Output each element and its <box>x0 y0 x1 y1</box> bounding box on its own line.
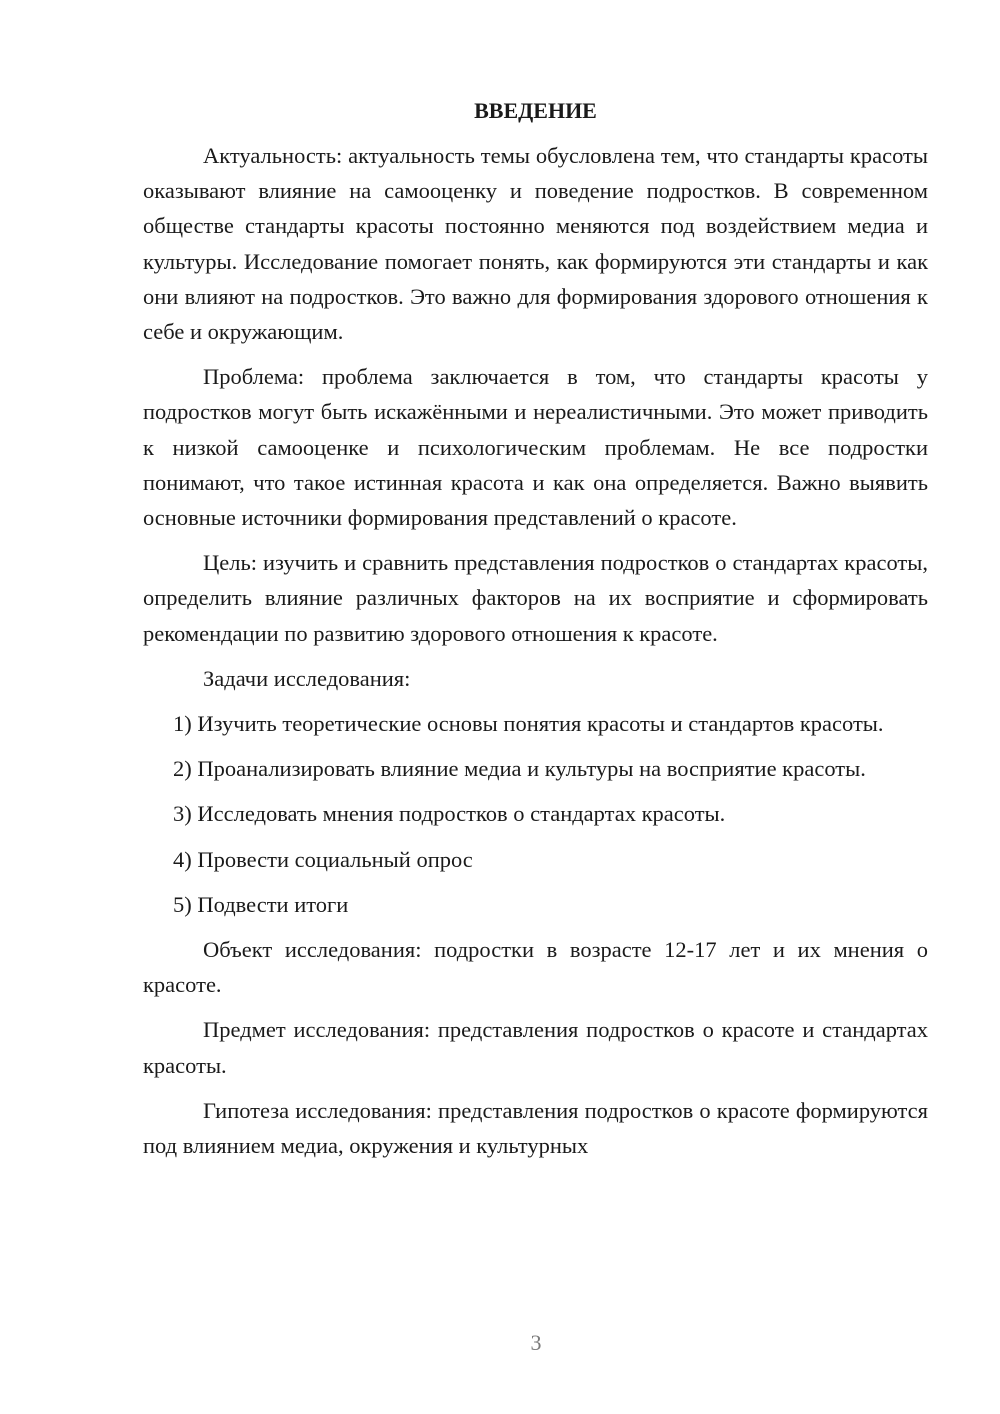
task-item: 5) Подвести итоги <box>173 891 349 917</box>
task-item: 3) Исследовать мнения подростков о стандартах красоты. <box>173 801 726 827</box>
problem-paragraph: Проблема: проблема заключается в том, что стандарты красоты у подростков могут быть искажёнными и нереалистичными. Это может приводить к низкой самооценке и психологическим проблемам. Не все подростки понимают, что такое истинная красота и как она определяется. Важно выявить основные источники формирования представлений о красоте. <box>143 364 928 531</box>
section-heading: ВВЕДЕНИЕ <box>474 98 597 123</box>
page-number: 3 <box>530 1330 542 1355</box>
tasks-intro: Задачи исследования: <box>203 665 411 691</box>
task-item: 4) Провести социальный опрос <box>173 846 473 872</box>
task-item: 2) Проанализировать влияние медиа и культуры на восприятие красоты. <box>173 756 866 782</box>
page-content <box>143 94 928 1173</box>
subject-paragraph: Предмет исследования: представления подростков о красоте и стандартах красоты. <box>143 1017 928 1078</box>
task-item: 1) Изучить теоретические основы понятия красоты и стандартов красоты. <box>173 711 884 737</box>
hypothesis-paragraph: Гипотеза исследования: представления подростков о красоте формируются под влиянием медиа, окружения и культурных <box>143 1097 928 1159</box>
goal-paragraph: Цель: изучить и сравнить представления подростков о стандартах красоты, определить влияние различных факторов на их восприятие и сформировать рекомендации по развитию здорового отношения к красоте. <box>143 550 928 646</box>
relevance-paragraph: Актуальность: актуальность темы обусловлена тем, что стандарты красоты оказывают влияние на самооценку и поведение подростков. В современном обществе стандарты красоты постоянно меняются под воздействием медиа и культуры. Исследование помогает понять, как формируются эти стандарты и как они влияют на подростков. Это важно для формирования здорового отношения к себе и окружающим. <box>143 143 928 345</box>
object-paragraph: Объект исследования: подростки в возрасте 12-17 лет и их мнения о красоте. <box>143 937 928 998</box>
